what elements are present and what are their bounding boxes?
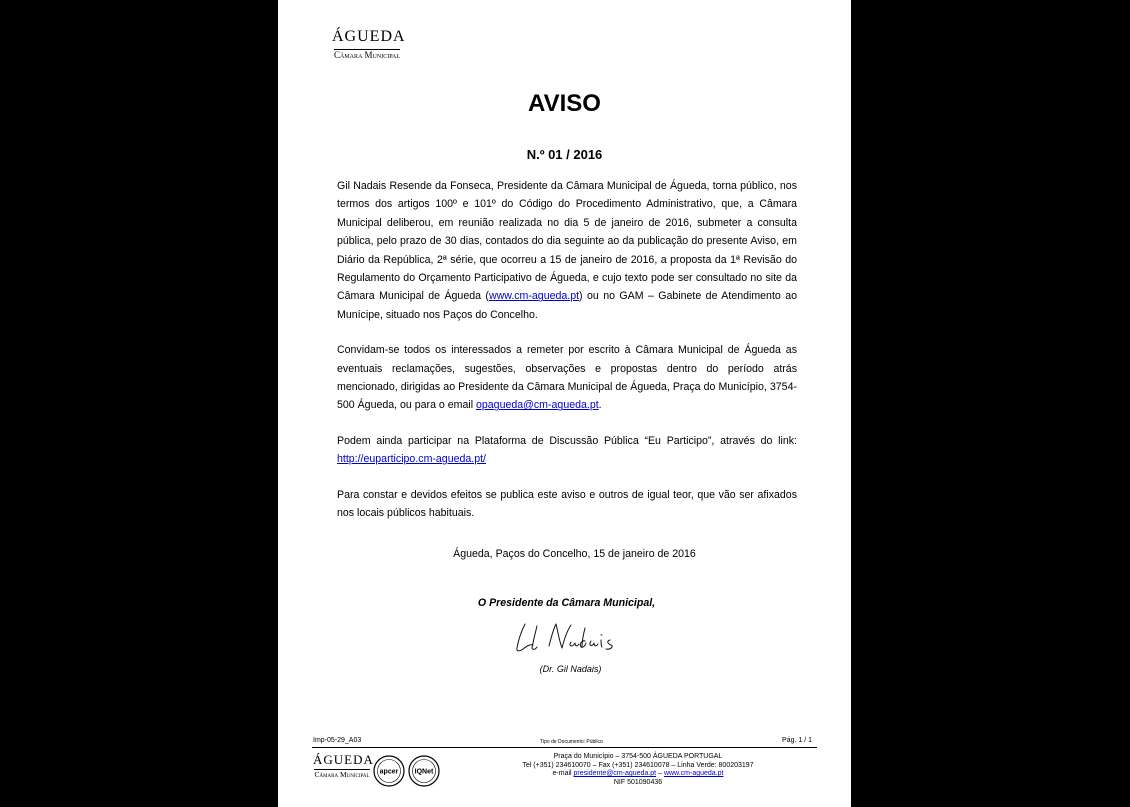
footer-separator: – [656, 770, 664, 777]
footer-phones: Tel (+351) 234610070 – Fax (+351) 234610078 – Linha Verde: 800203197 [522, 761, 754, 769]
footer-logo-name: ÁGUEDA [313, 752, 374, 767]
footer-form-code: Imp-05-29_A03 [313, 737, 362, 744]
footer-logo [313, 752, 374, 779]
footer-logo-subtitle: Câmara Municipal [314, 770, 370, 779]
footer-email-link[interactable]: presidente@cm-agueda.pt [573, 770, 657, 777]
email-link[interactable]: opagueda@cm-agueda.pt [476, 399, 599, 412]
logo-subtitle: Câmara Municipal [333, 50, 401, 60]
apcer-certification-icon [373, 755, 405, 787]
iqnet-certification-icon [408, 755, 440, 787]
document-title: AVISO [528, 90, 601, 117]
place-date: Águeda, Paços do Concelho, 15 de janeiro de 2016 [453, 548, 696, 560]
footer-nif: NIF 501090436 [613, 778, 663, 786]
apcer-label: apcer [379, 768, 399, 776]
footer-page-number: Pág. 1 / 1 [782, 737, 812, 744]
paragraph-text: Convidam-se todos os interessados a remeter por escrito à Câmara Municipal de Águeda as eventuais reclamações, sugestões, observações e propostas dentro do período atrás mencionado, dirigidas ao Presidente da Câmara Municipal de Águeda, Praça do Município, 3754-500 Águeda, ou para o email [337, 344, 797, 412]
municipality-logo [332, 28, 406, 60]
document-number: N.º 01 / 2016 [526, 147, 603, 162]
paragraph-platform [337, 432, 797, 469]
document-page [278, 0, 851, 807]
website-link[interactable]: www.cm-agueda.pt [488, 290, 580, 303]
footer-divider [312, 747, 817, 748]
iqnet-label: IQNet [414, 768, 434, 776]
footer-contacts [468, 753, 808, 787]
footer-document-type: Tipo de Documento: Público [540, 739, 603, 745]
platform-link[interactable]: http://euparticipo.cm-agueda.pt/ [337, 453, 486, 466]
document-body [337, 177, 797, 540]
paragraph-text: ) ou no GAM – Gabinete de Atendimento ao Munícipe, situado nos Paços do Concelho. [337, 290, 797, 321]
paragraph-publication: Para constar e devidos efeitos se publica este aviso e outros de igual teor, que vão ser afixados nos locais públicos habituais. [337, 488, 797, 520]
paragraph-text: Gil Nadais Resende da Fonseca, Presidente da Câmara Municipal de Águeda, torna público, nos termos dos artigos 100º e 101º do Código do Procedimento Administrativo, que, a Câmara Municipal deliberou, em reunião realizada no dia 5 de janeiro de 2016, submeter a consulta pública, pelo prazo de 30 dias, contados do dia seguinte ao da publicação do presente Aviso, em Diário da República, 2ª série, que ocorreu a 15 de janeiro de 2016, a proposta da 1ª Revisão do Regulamento do Orçamento Participativo de Águeda, e cujo texto pode ser consultado no site da Câmara Municipal de Águeda ( [337, 180, 797, 303]
closing-line: O Presidente da Câmara Municipal, [477, 597, 656, 609]
paragraph-text: . [598, 399, 602, 412]
paragraph-text: Podem ainda participar na Plataforma de Discussão Pública “Eu Participo”, através do link: [337, 434, 797, 447]
logo-name: ÁGUEDA [332, 28, 406, 45]
signature-image [513, 618, 623, 658]
footer-website-link[interactable]: www.cm-agueda.pt [663, 770, 724, 777]
footer-address: Praça do Município – 3754-500 ÁGUEDA PORTUGAL [553, 753, 723, 760]
paragraph-invitation [337, 341, 797, 415]
footer-email-label: e-mail [552, 770, 574, 777]
paragraph-consultation [337, 177, 797, 324]
footer-email-line [468, 770, 808, 779]
signer-name: (Dr. Gil Nadais) [539, 664, 602, 674]
